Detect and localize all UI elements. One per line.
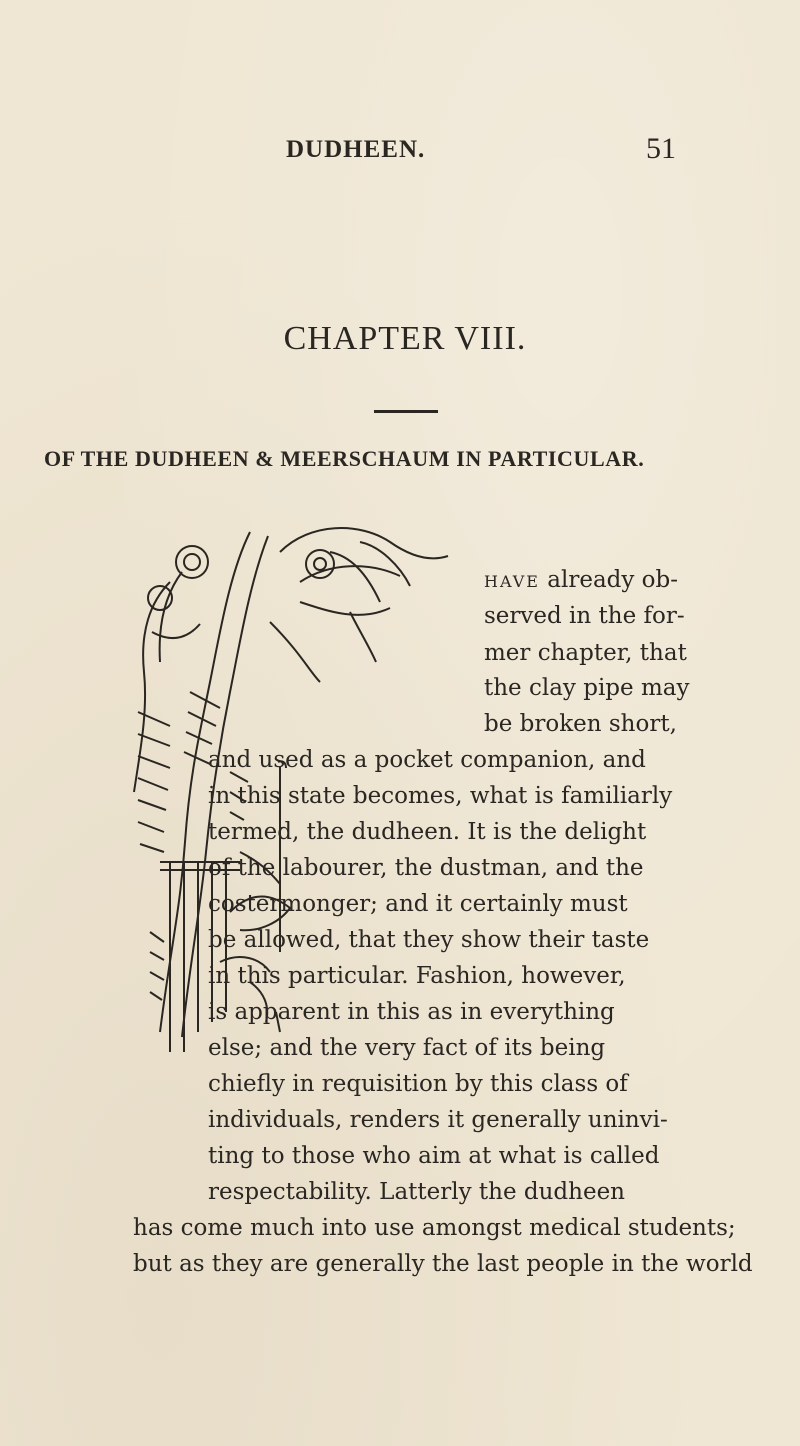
- text-line-content: already ob-: [547, 567, 679, 593]
- text-line: respectability. Latterly the dudheen: [208, 1179, 625, 1205]
- section-heading: OF THE DUDHEEN & MEERSCHAUM IN PARTICULAR.: [44, 446, 645, 471]
- text-line: but as they are generally the last people in the world: [133, 1251, 753, 1277]
- text-line: has come much into use amongst medical students;: [133, 1215, 736, 1241]
- text-line: be broken short,: [484, 711, 677, 737]
- text-line: else; and the very fact of its being: [208, 1035, 606, 1061]
- text-line: costermonger; and it certainly must: [208, 891, 628, 917]
- running-title: DUDHEEN.: [286, 136, 426, 163]
- text-line: the clay pipe may: [484, 675, 690, 701]
- text-line: in this particular. Fashion, however,: [208, 963, 626, 989]
- chapter-title: CHAPTER VIII.: [283, 320, 527, 357]
- text-line: ting to those who aim at what is called: [208, 1143, 660, 1169]
- text-line: is apparent in this as in everything: [208, 999, 615, 1025]
- text-line: served in the for-: [484, 603, 685, 629]
- text-line: termed, the dudheen. It is the delight: [208, 819, 647, 845]
- page-number: 51: [646, 132, 676, 165]
- text-line: mer chapter, that: [484, 640, 687, 666]
- text-line: be allowed, that they show their taste: [208, 927, 650, 953]
- text-line: chiefly in requisition by this class of: [208, 1071, 628, 1097]
- opening-word: have: [484, 567, 540, 593]
- text-line: in this state becomes, what is familiarly: [208, 783, 673, 809]
- text-line: [484, 565, 678, 595]
- text-line: and used as a pocket companion, and: [208, 747, 646, 773]
- text-line: of the labourer, the dustman, and the: [208, 855, 644, 881]
- text-line: individuals, renders it generally uninvi-: [208, 1107, 668, 1133]
